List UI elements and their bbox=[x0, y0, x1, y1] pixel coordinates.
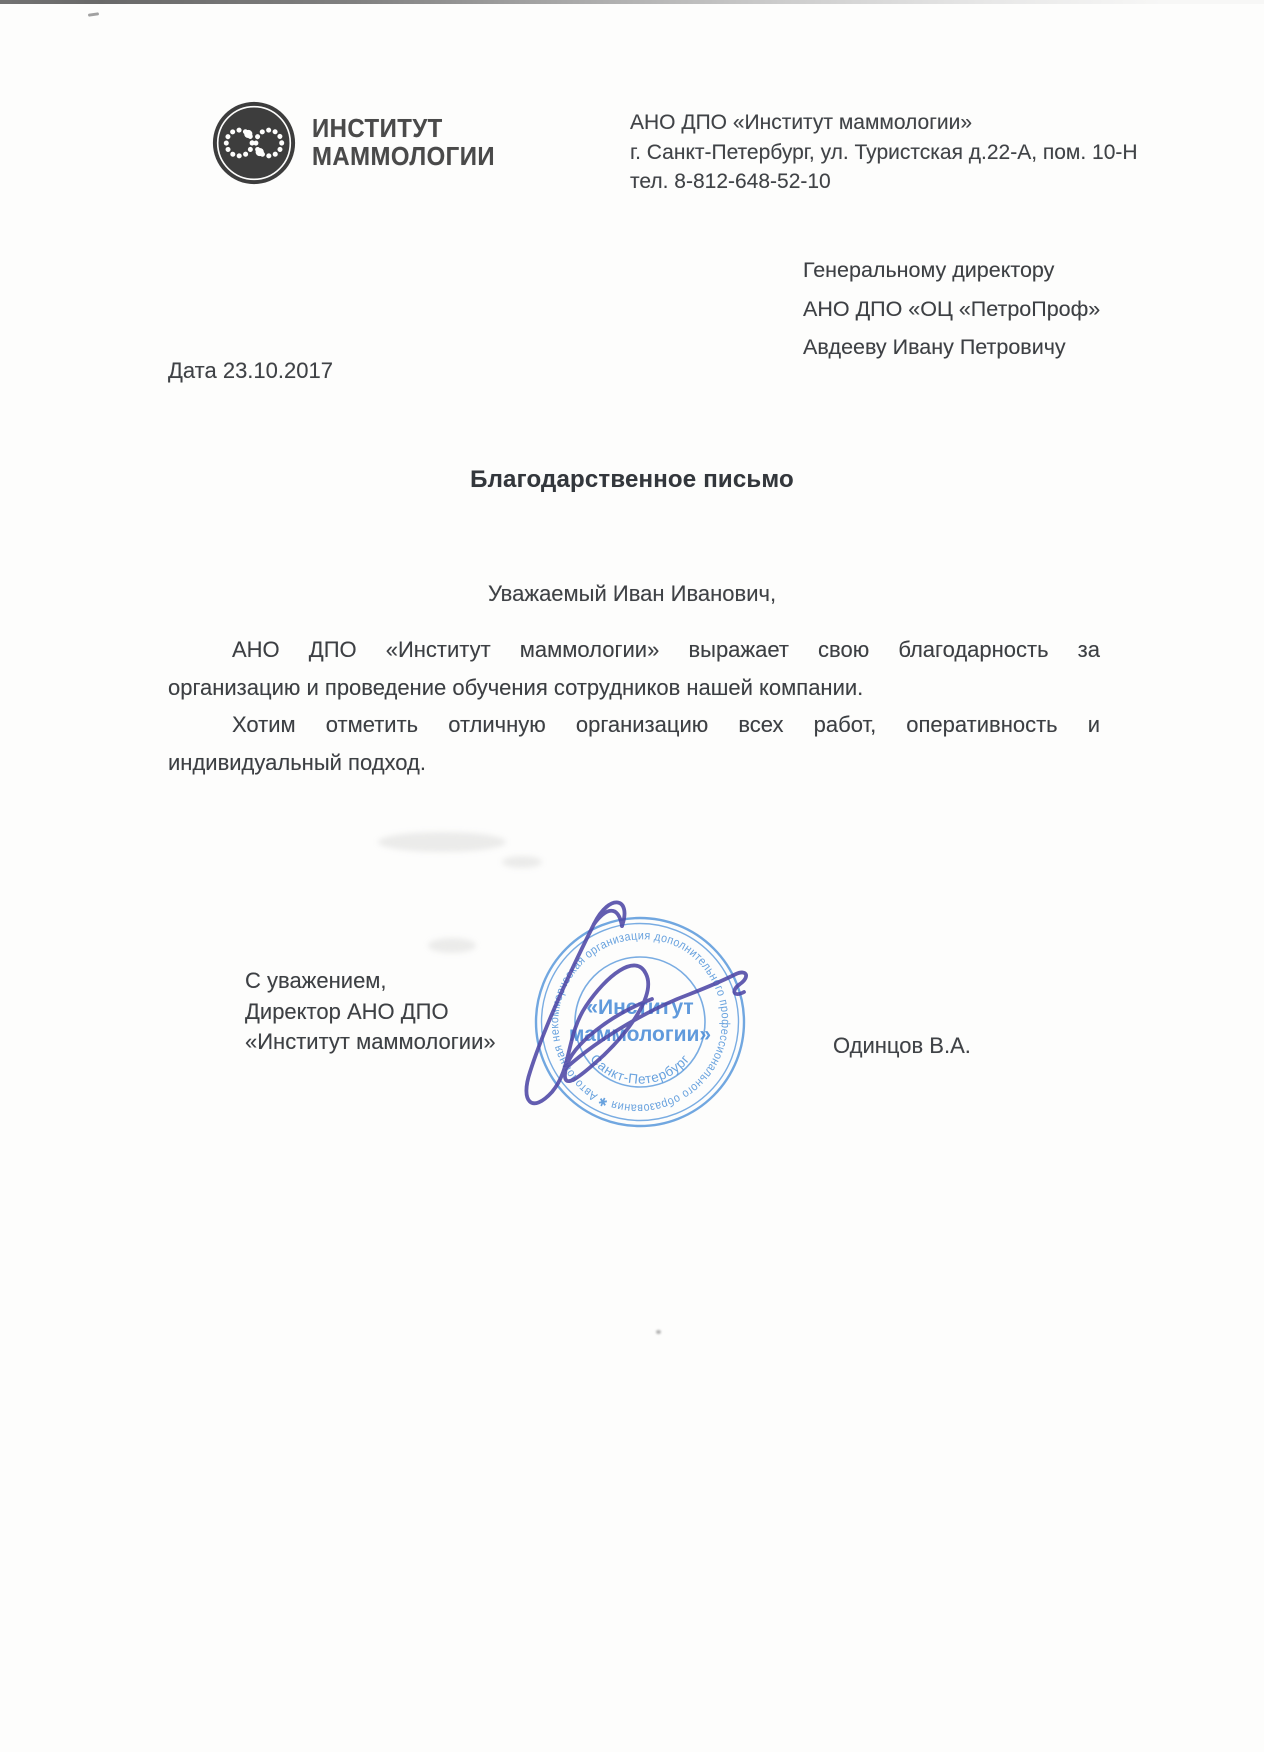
scan-edge-artifact bbox=[0, 0, 1264, 4]
closing-position: Директор АНО ДПО bbox=[245, 998, 449, 1024]
scan-mark bbox=[88, 12, 99, 17]
letter-body bbox=[168, 631, 1100, 781]
recipient-name: Авдееву Ивану Петровичу bbox=[803, 335, 1066, 359]
scan-smudge bbox=[378, 832, 506, 852]
logo-wordmark bbox=[312, 114, 495, 170]
stamp-center-line1: «Институт bbox=[586, 996, 694, 1019]
closing-org: «Институт маммологии» bbox=[245, 1029, 496, 1054]
body-paragraph1-line1: АНО ДПО «Институт маммологии» выражает свою благодарность за bbox=[232, 637, 1100, 662]
closing-regards: С уважением, bbox=[245, 968, 387, 993]
salutation: Уважаемый Иван Иванович, bbox=[487, 581, 777, 606]
logo-line1: ИНСТИТУТ bbox=[312, 113, 443, 143]
sender-org: АНО ДПО «Институт маммологии» bbox=[630, 111, 973, 134]
recipient-org: АНО ДПО «ОЦ «ПетроПроф» bbox=[803, 296, 1101, 321]
date-line: Дата 23.10.2017 bbox=[168, 358, 333, 383]
stamp-ring-text: Автономная некоммерческая организация дополнительного профессионального образования ✱ bbox=[547, 928, 733, 1116]
recipient-block bbox=[803, 251, 1100, 367]
scan-smudge bbox=[428, 938, 476, 953]
logo-line2: МАММОЛОГИИ bbox=[312, 141, 496, 171]
handwritten-signature bbox=[470, 878, 780, 1123]
sender-phone: тел. 8-812-648-52-10 bbox=[630, 170, 831, 193]
closing-block bbox=[245, 966, 496, 1058]
stamp-city-text: Санкт-Петербург bbox=[587, 1051, 693, 1087]
sender-address: г. Санкт-Петербург, ул. Туристская д.22-А, пом. 10-Н bbox=[630, 140, 1138, 164]
body-paragraph2-line1: Хотим отметить отличную организацию всех работ, оперативность и bbox=[232, 712, 1100, 737]
stamp-center-line2: маммологии» bbox=[568, 1023, 712, 1046]
scan-smudge bbox=[502, 856, 542, 868]
body-paragraph2-line2: индивидуальный подход. bbox=[168, 749, 426, 775]
letter-title: Благодарственное письмо bbox=[470, 466, 794, 493]
recipient-position: Генеральному директору bbox=[803, 258, 1055, 282]
signer-name: Одинцов В.А. bbox=[833, 1033, 971, 1058]
sender-header bbox=[630, 108, 1138, 197]
scan-speck bbox=[656, 1330, 661, 1334]
body-paragraph1-line2: организацию и проведение обучения сотрудников нашей компании. bbox=[168, 674, 864, 700]
institute-logo-icon bbox=[211, 100, 297, 186]
